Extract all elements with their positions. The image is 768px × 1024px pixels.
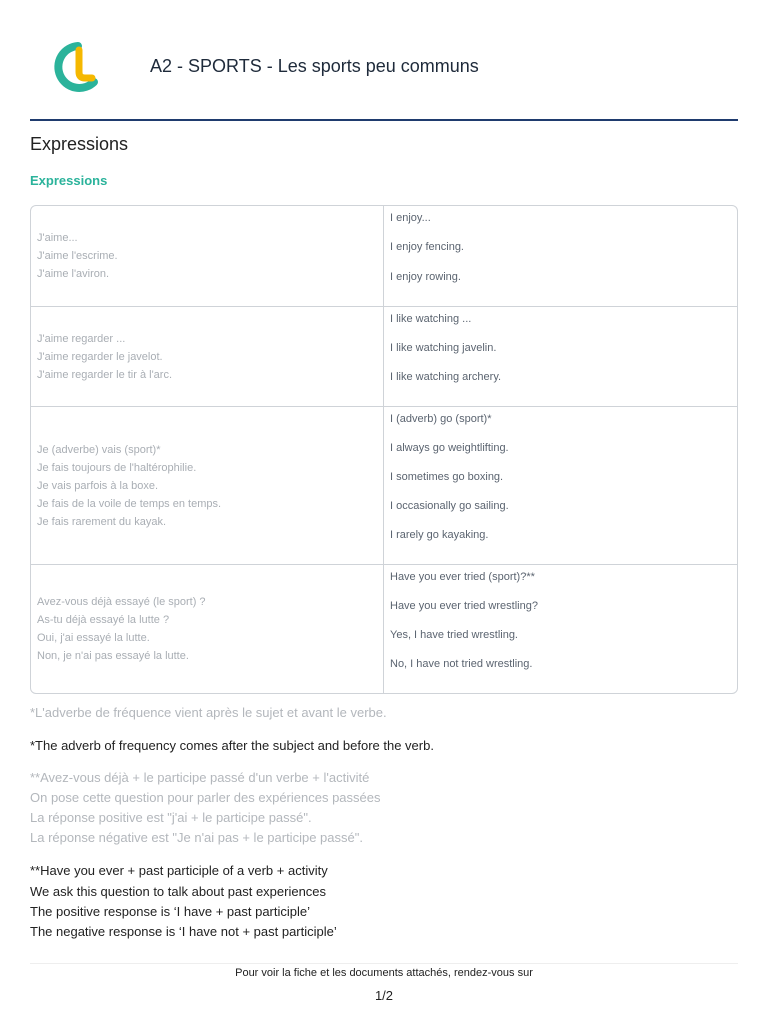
question-note-fr-line: **Avez-vous déjà + le participe passé d'un verbe + l'activité — [30, 770, 370, 785]
french-line: Je fais toujours de l'haltérophilie. — [37, 461, 197, 474]
table-row — [31, 206, 737, 306]
english-line: I (adverb) go (sport)* — [390, 413, 492, 425]
subsection-title: Expressions — [30, 173, 108, 188]
lingoda-style-logo-icon — [48, 36, 108, 98]
french-cell — [31, 206, 384, 306]
english-line: No, I have not tried wrestling. — [390, 658, 533, 670]
adverb-note-fr: *L'adverbe de fréquence vient après le sujet et avant le verbe. — [30, 705, 387, 720]
english-line: Have you ever tried wrestling? — [390, 600, 538, 612]
expressions-table — [30, 205, 738, 694]
english-line: I like watching ... — [390, 313, 472, 325]
section-title: Expressions — [30, 134, 129, 154]
english-line: I enjoy rowing. — [390, 271, 461, 283]
french-line: J'aime regarder ... — [37, 332, 126, 345]
french-line: Non, je n'ai pas essayé la lutte. — [37, 650, 189, 662]
french-line: Je vais parfois à la boxe. — [37, 479, 159, 492]
french-cell — [31, 407, 384, 564]
english-cell — [390, 206, 730, 306]
adverb-note-en: *The adverb of frequency comes after the subject and before the verb. — [30, 738, 434, 753]
french-line: Je fais rarement du kayak. — [37, 515, 167, 528]
english-cell — [390, 307, 730, 406]
question-note-en-line: **Have you ever + past participle of a verb + activity — [30, 863, 328, 878]
english-line: I enjoy... — [390, 212, 431, 224]
french-line: J'aime regarder le javelot. — [37, 350, 163, 363]
french-line: J'aime l'aviron. — [37, 268, 110, 280]
table-row — [31, 564, 737, 693]
french-line: Oui, j'ai essayé la lutte. — [37, 632, 150, 644]
table-row — [31, 406, 737, 564]
french-line: Avez-vous déjà essayé (le sport) ? — [37, 596, 206, 608]
english-line: I always go weightlifting. — [390, 442, 509, 454]
question-note-en-line: We ask this question to talk about past experiences — [30, 884, 327, 899]
french-line: J'aime l'escrime. — [37, 250, 118, 262]
french-line: J'aime... — [37, 232, 78, 244]
french-line: J'aime regarder le tir à l'arc. — [37, 368, 173, 381]
english-line: I occasionally go sailing. — [390, 500, 509, 512]
english-line: I rarely go kayaking. — [390, 529, 489, 541]
document-title: A2 - SPORTS - Les sports peu communs — [150, 56, 479, 76]
english-cell — [390, 565, 730, 693]
footer-text: Pour voir la fiche et les documents attachés, rendez-vous sur — [235, 967, 533, 979]
question-note-fr-line: On pose cette question pour parler des expériences passées — [30, 790, 381, 805]
english-line: I like watching javelin. — [390, 342, 497, 354]
question-note-fr-line: La réponse négative est "Je n'ai pas + le participe passé". — [30, 830, 363, 845]
french-cell — [31, 307, 384, 406]
english-line: Yes, I have tried wrestling. — [390, 629, 518, 641]
header-divider — [30, 119, 738, 121]
document-header — [30, 28, 738, 120]
question-note-en-line: The negative response is ‘I have not + past participle’ — [30, 924, 337, 939]
english-line: Have you ever tried (sport)?** — [390, 571, 535, 583]
question-note-fr-line: La réponse positive est "j'ai + le participe passé". — [30, 810, 312, 825]
french-line: Je fais de la voile de temps en temps. — [37, 497, 222, 510]
french-line: Je (adverbe) vais (sport)* — [37, 443, 161, 456]
english-line: I enjoy fencing. — [390, 241, 464, 253]
french-line: As-tu déjà essayé la lutte ? — [37, 614, 170, 626]
english-line: I sometimes go boxing. — [390, 471, 504, 483]
table-row — [31, 306, 737, 406]
question-note-en-line: The positive response is ‘I have + past participle’ — [30, 904, 311, 919]
english-cell — [390, 407, 730, 564]
english-line: I like watching archery. — [390, 371, 502, 383]
french-cell — [31, 565, 384, 693]
page-number: 1/2 — [374, 988, 394, 1003]
